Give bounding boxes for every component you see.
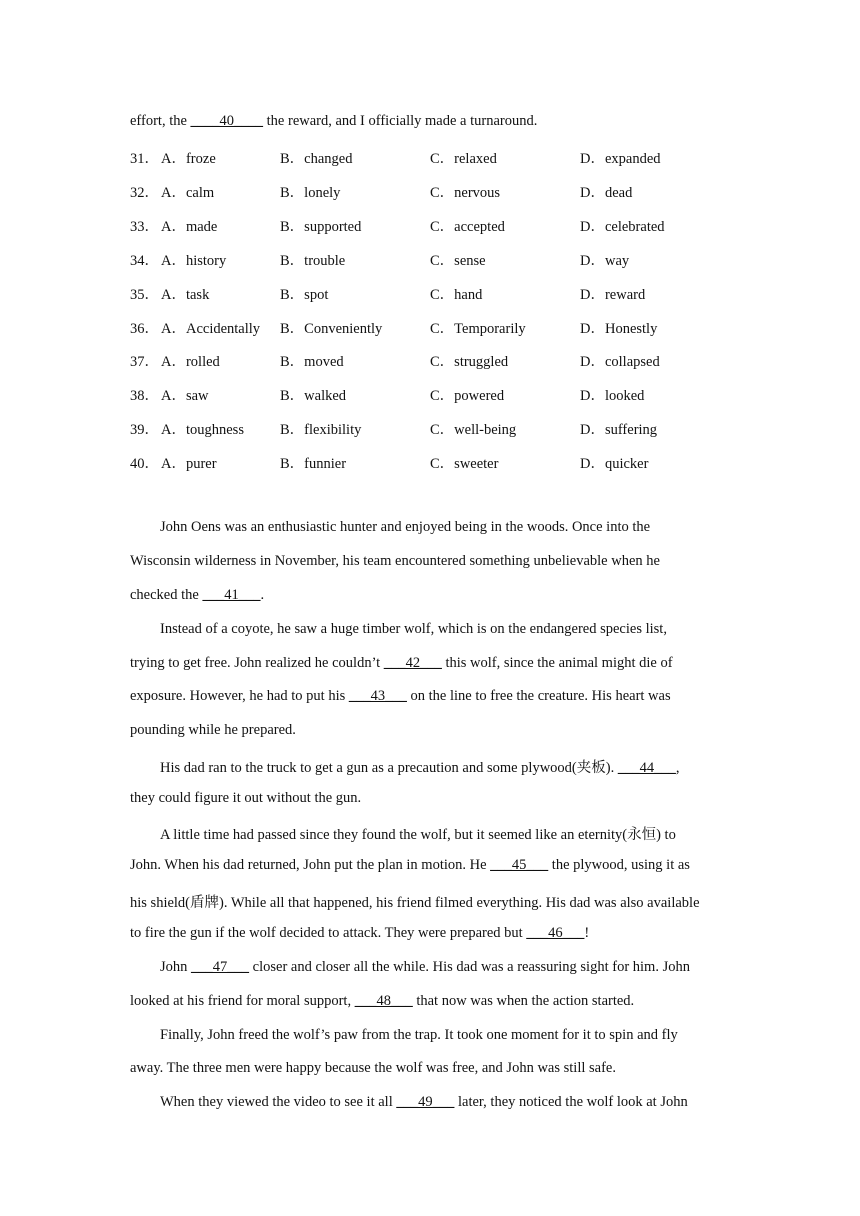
option-d: D．way (580, 253, 630, 269)
question-number: 36． (130, 321, 159, 337)
text: . (260, 587, 265, 603)
question-number: 37． (130, 354, 159, 370)
text: on the line to free the creature. His heart was (406, 688, 671, 704)
option-a: A．Accidentally (161, 321, 261, 337)
option-b: B．lonely (280, 185, 341, 201)
blank-47: ___47___ (191, 959, 250, 975)
option-a: A．froze (161, 151, 216, 167)
option-b: B．spot (280, 287, 329, 303)
text: his shield(盾牌). While all that happened, his friend filmed everything. His dad was also available (130, 895, 700, 911)
text: John Oens was an enthusiastic hunter and enjoyed being in the woods. Once into the (160, 519, 651, 535)
passage-line (130, 688, 671, 705)
option-b: B．flexibility (280, 422, 362, 438)
option-d: D．celebrated (580, 219, 665, 235)
text: His dad ran to the truck to get a gun as a precaution and some plywood(夹板). (160, 760, 618, 776)
passage-line (160, 1094, 688, 1111)
option-a: A．saw (161, 388, 209, 404)
option-d: D．looked (580, 388, 645, 404)
option-a: A．made (161, 219, 218, 235)
option-a: A．purer (161, 456, 217, 472)
option-c: C．nervous (430, 185, 501, 201)
option-b: B．trouble (280, 253, 346, 269)
text: John (160, 959, 192, 975)
blank-49: ___49___ (396, 1094, 455, 1110)
text: away. The three men were happy because the wolf was free, and John was still safe. (130, 1060, 616, 1076)
text: When they viewed the video to see it all (160, 1094, 397, 1110)
option-a: A．calm (161, 185, 215, 201)
option-b: B．moved (280, 354, 344, 370)
option-d: D．suffering (580, 422, 658, 438)
blank-48: ___48___ (354, 993, 413, 1009)
text: the plywood, using it as (548, 857, 690, 873)
text: , (675, 760, 680, 776)
question-number: 31． (130, 151, 159, 167)
text: John. When his dad returned, John put the plan in motion. He (130, 857, 491, 873)
text: pounding while he prepared. (130, 722, 296, 738)
passage-line (130, 1060, 616, 1077)
passage-line (160, 756, 679, 777)
passage-line (130, 925, 589, 942)
blank-41: ___41___ (202, 587, 261, 603)
blank-43: ___43___ (348, 688, 407, 704)
text: the reward, and I officially made a turnaround. (263, 113, 538, 129)
text: A little time had passed since they found the wolf, but it seemed like an eternity(永恒) to (160, 827, 676, 843)
option-d: D．expanded (580, 151, 661, 167)
text: trying to get free. John realized he couldn’t (130, 655, 384, 671)
question-number: 33． (130, 219, 159, 235)
option-c: C．powered (430, 388, 505, 404)
question-number: 35． (130, 287, 159, 303)
blank-40: ____40____ (190, 113, 264, 129)
option-c: C．sense (430, 253, 486, 269)
text: Instead of a coyote, he saw a huge timber wolf, which is on the endangered species list, (160, 621, 667, 637)
passage-line (130, 993, 634, 1010)
option-a: A．task (161, 287, 210, 303)
text: effort, the (130, 113, 191, 129)
passage-line (160, 1027, 678, 1044)
text: checked the (130, 587, 203, 603)
option-c: C．Temporarily (430, 321, 526, 337)
option-b: B．supported (280, 219, 362, 235)
question-number: 39． (130, 422, 159, 438)
passage-line (130, 790, 361, 807)
text: ! (584, 925, 590, 941)
text: looked at his friend for moral support, (130, 993, 355, 1009)
option-c: C．hand (430, 287, 483, 303)
option-d: D．Honestly (580, 321, 658, 337)
passage-line (130, 587, 264, 604)
passage-line (160, 519, 650, 536)
option-c: C．well-being (430, 422, 517, 438)
blank-42: ___42___ (383, 655, 442, 671)
text: Wisconsin wilderness in November, his team encountered something unbelievable when he (130, 553, 660, 569)
option-b: B．walked (280, 388, 347, 404)
option-a: A．history (161, 253, 227, 269)
passage-line (130, 857, 690, 874)
text: they could figure it out without the gun. (130, 790, 362, 806)
option-c: C．struggled (430, 354, 509, 370)
passage-line (130, 891, 700, 912)
text: that now was when the action started. (412, 993, 635, 1009)
question-number: 34． (130, 253, 159, 269)
passage-line (130, 655, 673, 672)
text: Finally, John freed the wolf’s paw from the trap. It took one moment for it to spin and fly (160, 1027, 678, 1043)
text: later, they noticed the wolf look at John (454, 1094, 688, 1110)
question-number: 38． (130, 388, 159, 404)
text: closer and closer all the while. His dad was a reassuring sight for him. John (249, 959, 690, 975)
text: this wolf, since the animal might die of (441, 655, 673, 671)
passage-line (160, 959, 690, 976)
passage-line (130, 553, 660, 570)
blank-45: ___45___ (490, 857, 549, 873)
passage-line (130, 722, 296, 739)
option-c: C．relaxed (430, 151, 497, 167)
text: exposure. However, he had to put his (130, 688, 349, 704)
option-b: B．Conveniently (280, 321, 383, 337)
option-d: D．quicker (580, 456, 649, 472)
blank-46: ___46___ (526, 925, 585, 941)
option-a: A．rolled (161, 354, 220, 370)
option-c: C．accepted (430, 219, 505, 235)
option-a: A．toughness (161, 422, 244, 438)
option-b: B．funnier (280, 456, 347, 472)
intro-line (130, 113, 537, 130)
passage-line (160, 621, 667, 638)
question-number: 32． (130, 185, 159, 201)
option-d: D．dead (580, 185, 633, 201)
blank-44: ___44___ (617, 760, 676, 776)
option-d: D．reward (580, 287, 646, 303)
option-c: C．sweeter (430, 456, 499, 472)
passage-line (160, 823, 676, 844)
text: to fire the gun if the wolf decided to attack. They were prepared but (130, 925, 527, 941)
option-d: D．collapsed (580, 354, 660, 370)
option-b: B．changed (280, 151, 353, 167)
question-number: 40． (130, 456, 159, 472)
